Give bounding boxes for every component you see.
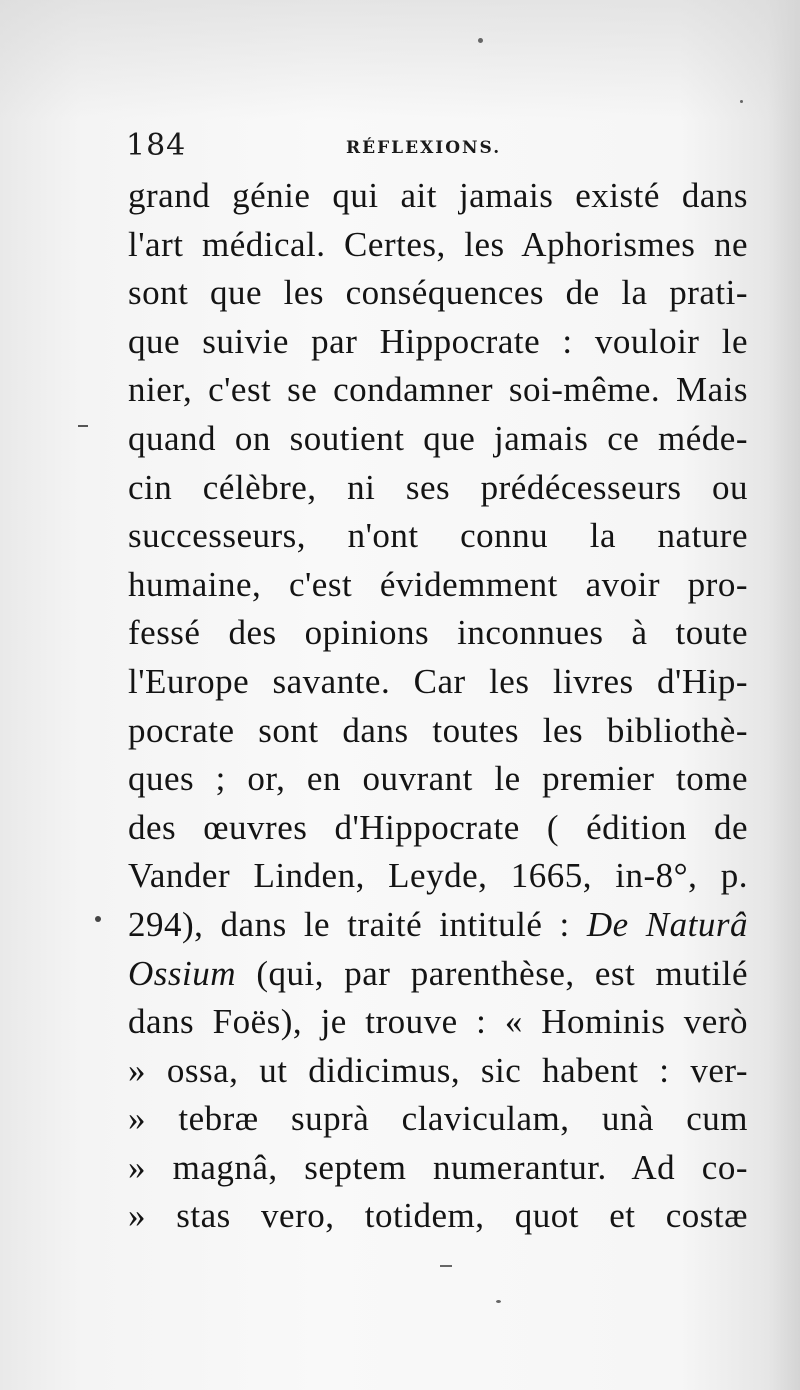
text-line: » magnâ, septem numerantur. Ad co- — [128, 1147, 748, 1187]
italic-title: Ossium — [128, 953, 237, 993]
text-line: » ossa, ut didicimus, sic habent : ver- — [128, 1050, 748, 1090]
running-head: RÉFLEXIONS. — [346, 138, 502, 158]
text-line: pocrate sont dans toutes les bibliothè- — [128, 710, 748, 750]
text-line: quand on soutient que jamais ce méde- — [128, 418, 748, 458]
paper-speck — [740, 100, 743, 103]
text-line: Vander Linden, Leyde, 1665, in-8°, p. — [128, 856, 748, 896]
text-line: » stas vero, totidem, quot et costæ — [128, 1196, 748, 1236]
margin-dot — [95, 916, 101, 922]
text-line: ques ; or, en ouvrant le premier tome — [128, 759, 748, 799]
text-line: l'Europe savante. Car les livres d'Hip- — [128, 661, 748, 701]
text-line: grand génie qui ait jamais existé dans — [128, 176, 748, 215]
margin-mark — [78, 425, 88, 427]
text-line: nier, c'est se condamner soi-même. Mais — [128, 370, 748, 410]
text-line-with-italic — [128, 901, 748, 950]
text-line: successeurs, n'ont connu la nature — [128, 516, 748, 556]
line-text: (qui, par parenthèse, est mutilé — [236, 953, 748, 993]
text-line: humaine, c'est évidemment avoir pro- — [128, 564, 748, 604]
text-line: l'art médical. Certes, les Aphorismes ne — [128, 224, 748, 264]
body-text — [128, 172, 748, 1241]
text-line: dans Foës), je trouve : « Hominis verò — [128, 1002, 748, 1042]
text-line-with-italic — [128, 950, 748, 999]
paper-speck — [496, 1300, 501, 1303]
page-header — [126, 128, 736, 172]
paper-speck — [478, 38, 483, 43]
text-line: que suivie par Hippocrate : vouloir le — [128, 321, 748, 361]
text-line: sont que les conséquences de la prati- — [128, 273, 748, 313]
paper-speck — [440, 1265, 452, 1267]
text-line: » tebræ suprà claviculam, unà cum — [128, 1099, 748, 1139]
text-line: fessé des opinions inconnues à toute — [128, 613, 748, 653]
italic-title: De Naturâ — [586, 904, 748, 944]
line-text: 294), dans le traité intitulé : — [128, 904, 587, 944]
page-number: 184 — [126, 128, 187, 163]
text-line: cin célèbre, ni ses prédécesseurs ou — [128, 467, 748, 507]
text-line: des œuvres d'Hippocrate ( édition de — [128, 807, 748, 847]
